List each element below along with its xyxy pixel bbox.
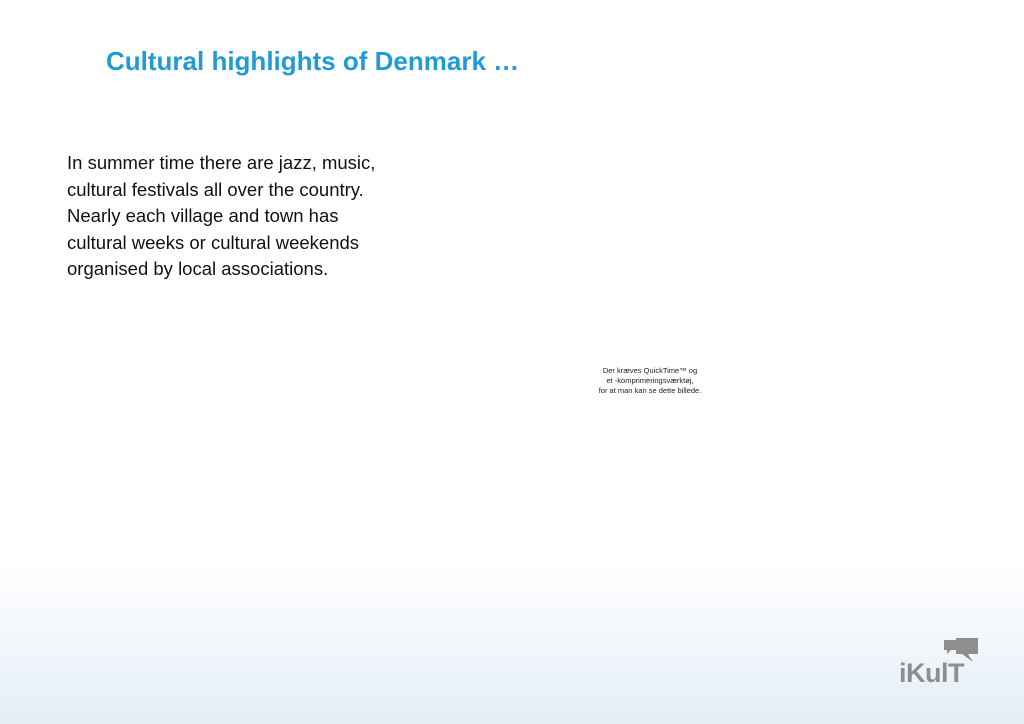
slide-body-text: In summer time there are jazz, music, cultural festivals all over the country. Nearly each village and town has cultural weeks or cultural weekends organised by local associations. [67, 152, 376, 279]
media-placeholder-line-3: for at man kan se dette billede. [598, 386, 702, 395]
media-placeholder-line-2: et -komprimeringsværktøj, [606, 376, 694, 385]
ikult-logo [896, 636, 986, 692]
media-placeholder-line-1: Der kræves QuickTime™ og [602, 366, 698, 375]
logo-text: iKulT [899, 658, 964, 688]
slide-title: Cultural highlights of Denmark … [106, 46, 520, 76]
media-placeholder [560, 366, 740, 396]
